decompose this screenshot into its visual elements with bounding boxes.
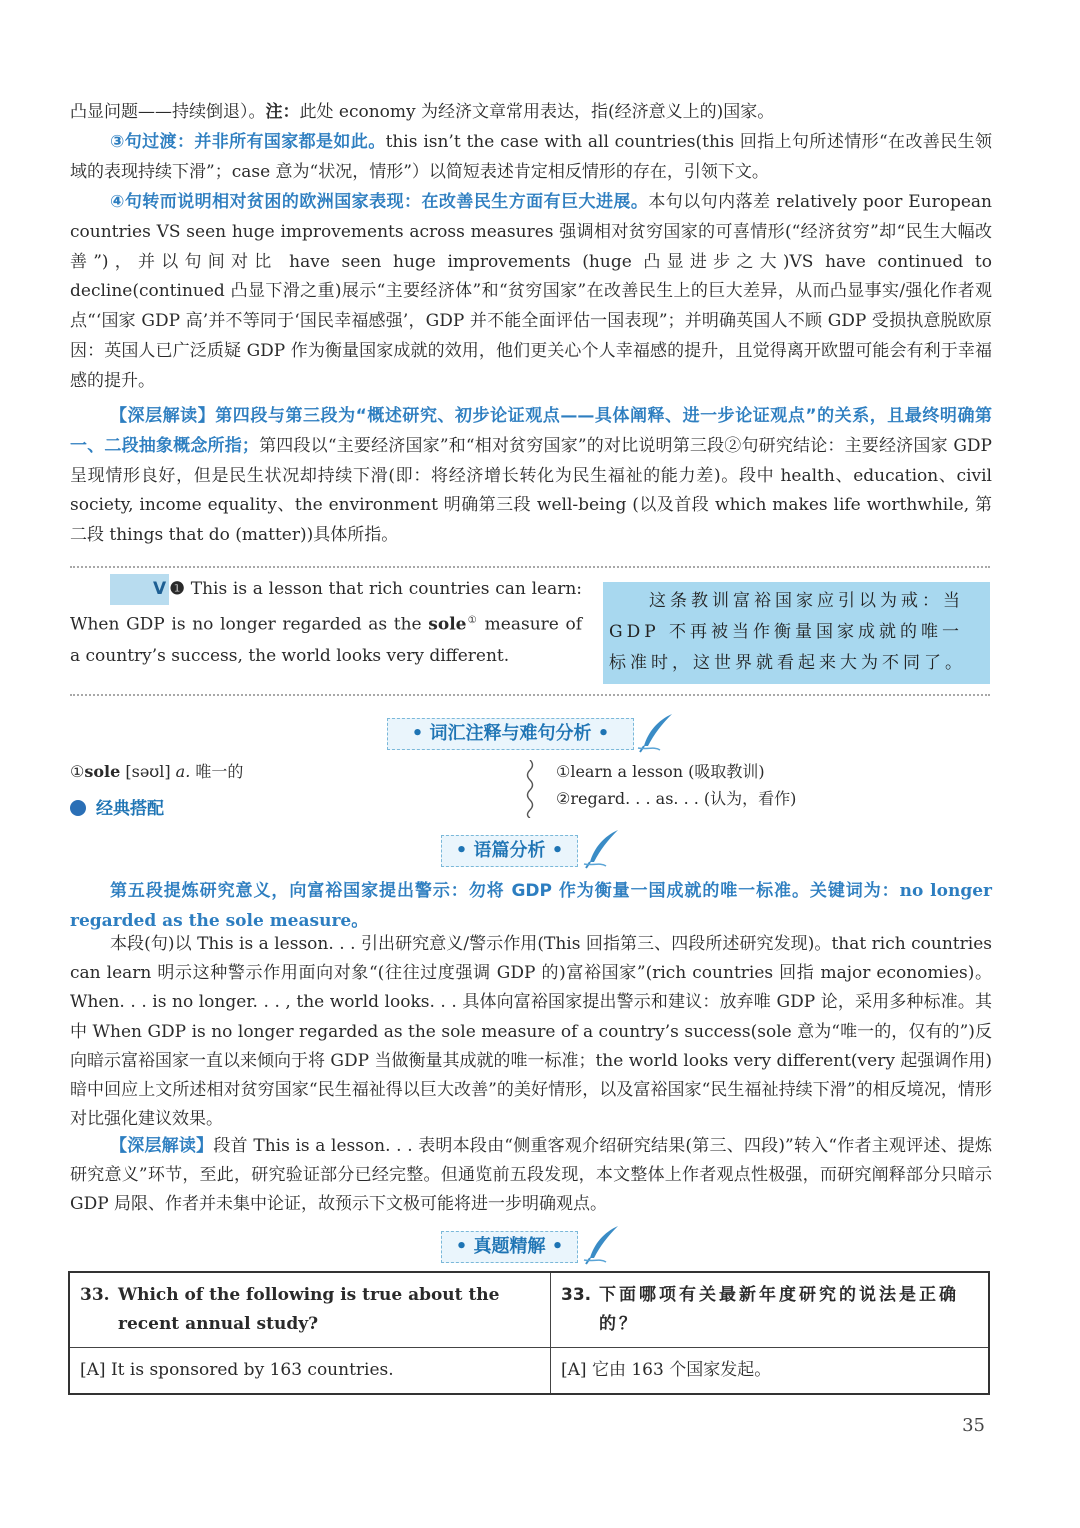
question-chinese: 33. 下面哪项有关最新年度研究的说法是正确的？ xyxy=(551,1272,990,1348)
section-v-chinese: 这条教训富裕国家应引以为戒：当 GDP 不再被当作衡量国家成就的唯一标准时，这世界就看起来大为不同了。 xyxy=(603,582,990,684)
vocab-section-title: • 词汇注释与难句分析 • xyxy=(387,718,634,750)
deep2-label: 【深层解读】 xyxy=(110,1136,214,1156)
intro-paragraph: 凸显问题——持续倒退）。注：此处 economy 为经济文章常用表达，指(经济意义上的)国家。 xyxy=(70,102,775,122)
summary-keyword: no longer regarded as the sole measure。 xyxy=(70,881,992,931)
question-english: 33. Which of the following is true about the recent annual study? xyxy=(69,1272,551,1348)
collocation-1: ①learn a lesson (吸取教训) xyxy=(556,762,765,781)
analysis-item-4 xyxy=(70,188,992,397)
divider-bottom xyxy=(70,694,990,696)
paragraph-5-analysis: 本段(句)以 This is a lesson. . . 引出研究意义/警示作用(This 回指第三、四段所述研究发现)。that rich countries can learn 明示这种警示作用面向对象“(往往过度强调 GDP 的)富裕国家”(rich countries 回指 major economies)。When. . . is no longer. . . , the world looks. . . 具体向富裕国家提出警示和建议：放弃唯 GDP 论，采用多种标准。其中 When GDP is no longer regarded as the sole measure of a country’s success(sole 意为“唯一的，仅有的”)反向暗示富裕国家一直以来倾向于将 GDP 当做衡量其成就的唯一标准；the world looks very different(very 起强调作用)暗中回应上文所述相对贫穷国家“民生福祉得以巨大改善”的美好情形，以及富裕国家“民生福祉持续下滑”的相反境况，情形对比强化建议效果。 xyxy=(70,934,992,1130)
deep-reading-1 xyxy=(70,402,992,551)
deep1-text: 第四段以“主要经济国家”和“相对贫穷国家”的对比说明第三段②句研究结论：主要经济国家 GDP 呈现情形良好，但是民生状况却持续下滑(即：将经济增长转化为民生福祉的能力差)。段中 health、education、civil society, income equality、the environment 明确第三段 well-being (以及首段 which makes life worthwhile, 第二段 things that do (matter))具体所指。 xyxy=(70,435,992,546)
collocation-heading: 经典搭配 xyxy=(70,796,164,822)
discourse-section-title: • 语篇分析 • xyxy=(441,835,578,867)
paragraph-label-v: V xyxy=(110,574,169,605)
section-v-english: V ❶ This is a lesson that rich countries can learn: When GDP is no longer regarded as the sole① measure of a country’s success, the world looks very different. xyxy=(70,574,582,672)
collocation-2: ②regard. . . as. . . (认为，看作) xyxy=(556,789,797,808)
table-row xyxy=(69,1348,989,1395)
divider-top xyxy=(70,566,990,568)
keyword-sole: sole xyxy=(428,614,467,635)
quill-pen-icon xyxy=(582,828,622,870)
option-a-english: [A] It is sponsored by 163 countries. xyxy=(69,1348,551,1395)
deep1-label: 【深层解读】第四段与第三段为“概述研究、初步论证观点——具体阐释、进一步论证观点”的关系，且最终明确第一、二段抽象概念所指； xyxy=(70,406,992,456)
item3-text: this isn’t the case with all countries(this 回指上句所述情形“在改善民生领域的表现持续下滑”；case 意为“状况，情形”）以简短表述肯定相反情形的存在，引领下文。 xyxy=(70,132,992,182)
bullet-dot-icon xyxy=(70,800,86,816)
discourse-summary: 第五段提炼研究意义，向富裕国家提出警示：勿将 GDP 作为衡量一国成就的唯一标准。关键词为：no longer regarded as the sole measure。 xyxy=(70,881,992,931)
question-table xyxy=(68,1271,990,1395)
vocab-entry-sole: ①sole [səʊl] a. 唯一的 xyxy=(70,762,244,781)
analysis-item-3 xyxy=(70,128,992,188)
note-label: 注： xyxy=(265,102,300,122)
table-row xyxy=(69,1272,989,1348)
item4-text: 本句以句内落差 relatively poor European countries VS seen huge improvements across measures 强调相对贫穷国家的可喜情形(“经济贫穷”却“民生大幅改善”)，并以句间对比 have seen huge improvements (huge 凸显进步之大)VS have continued to decline(continued 凸显下滑之重)展示“主要经济体”和“贫穷国家”在改善民生上的巨大差异，从而凸显事实/强化作者观点“‘国家 GDP 高’并不等同于‘国民幸福感强’，GDP 并不能全面评估一国表现”；并明确英国人不顾 GDP 受损执意脱欧原因：英国人已广泛质疑 GDP 作为衡量国家成就的效用，他们更关心个人幸福感的提升，且觉得离开欧盟可能会有利于幸福感的提升。 xyxy=(70,192,992,391)
wavy-divider xyxy=(523,760,537,818)
item3-label: ③句过渡：并非所有国家都是如此。 xyxy=(110,132,386,152)
quill-pen-icon xyxy=(636,712,676,754)
exam-section-title: • 真题精解 • xyxy=(441,1231,578,1263)
item4-label: ④句转而说明相对贫困的欧洲国家表现：在改善民生方面有巨大进展。 xyxy=(110,192,649,212)
deep-reading-2: 【深层解读】段首 This is a lesson. . . 表明本段由“侧重客观介绍研究结果(第三、四段)”转入“作者主观评述、提炼研究意义”环节，至此，研究验证部分已经完整。但通览前五段发现，本文整体上作者观点性极强，而研究阐释部分只暗示 GDP 局限、作者并未集中论证，故预示下文极可能将进一步明确观点。 xyxy=(70,1136,993,1215)
sentence-number: ❶ xyxy=(169,579,186,599)
page-number: 35 xyxy=(962,1415,985,1436)
option-a-chinese: [A] 它由 163 个国家发起。 xyxy=(551,1348,990,1395)
quill-pen-icon xyxy=(582,1224,622,1266)
